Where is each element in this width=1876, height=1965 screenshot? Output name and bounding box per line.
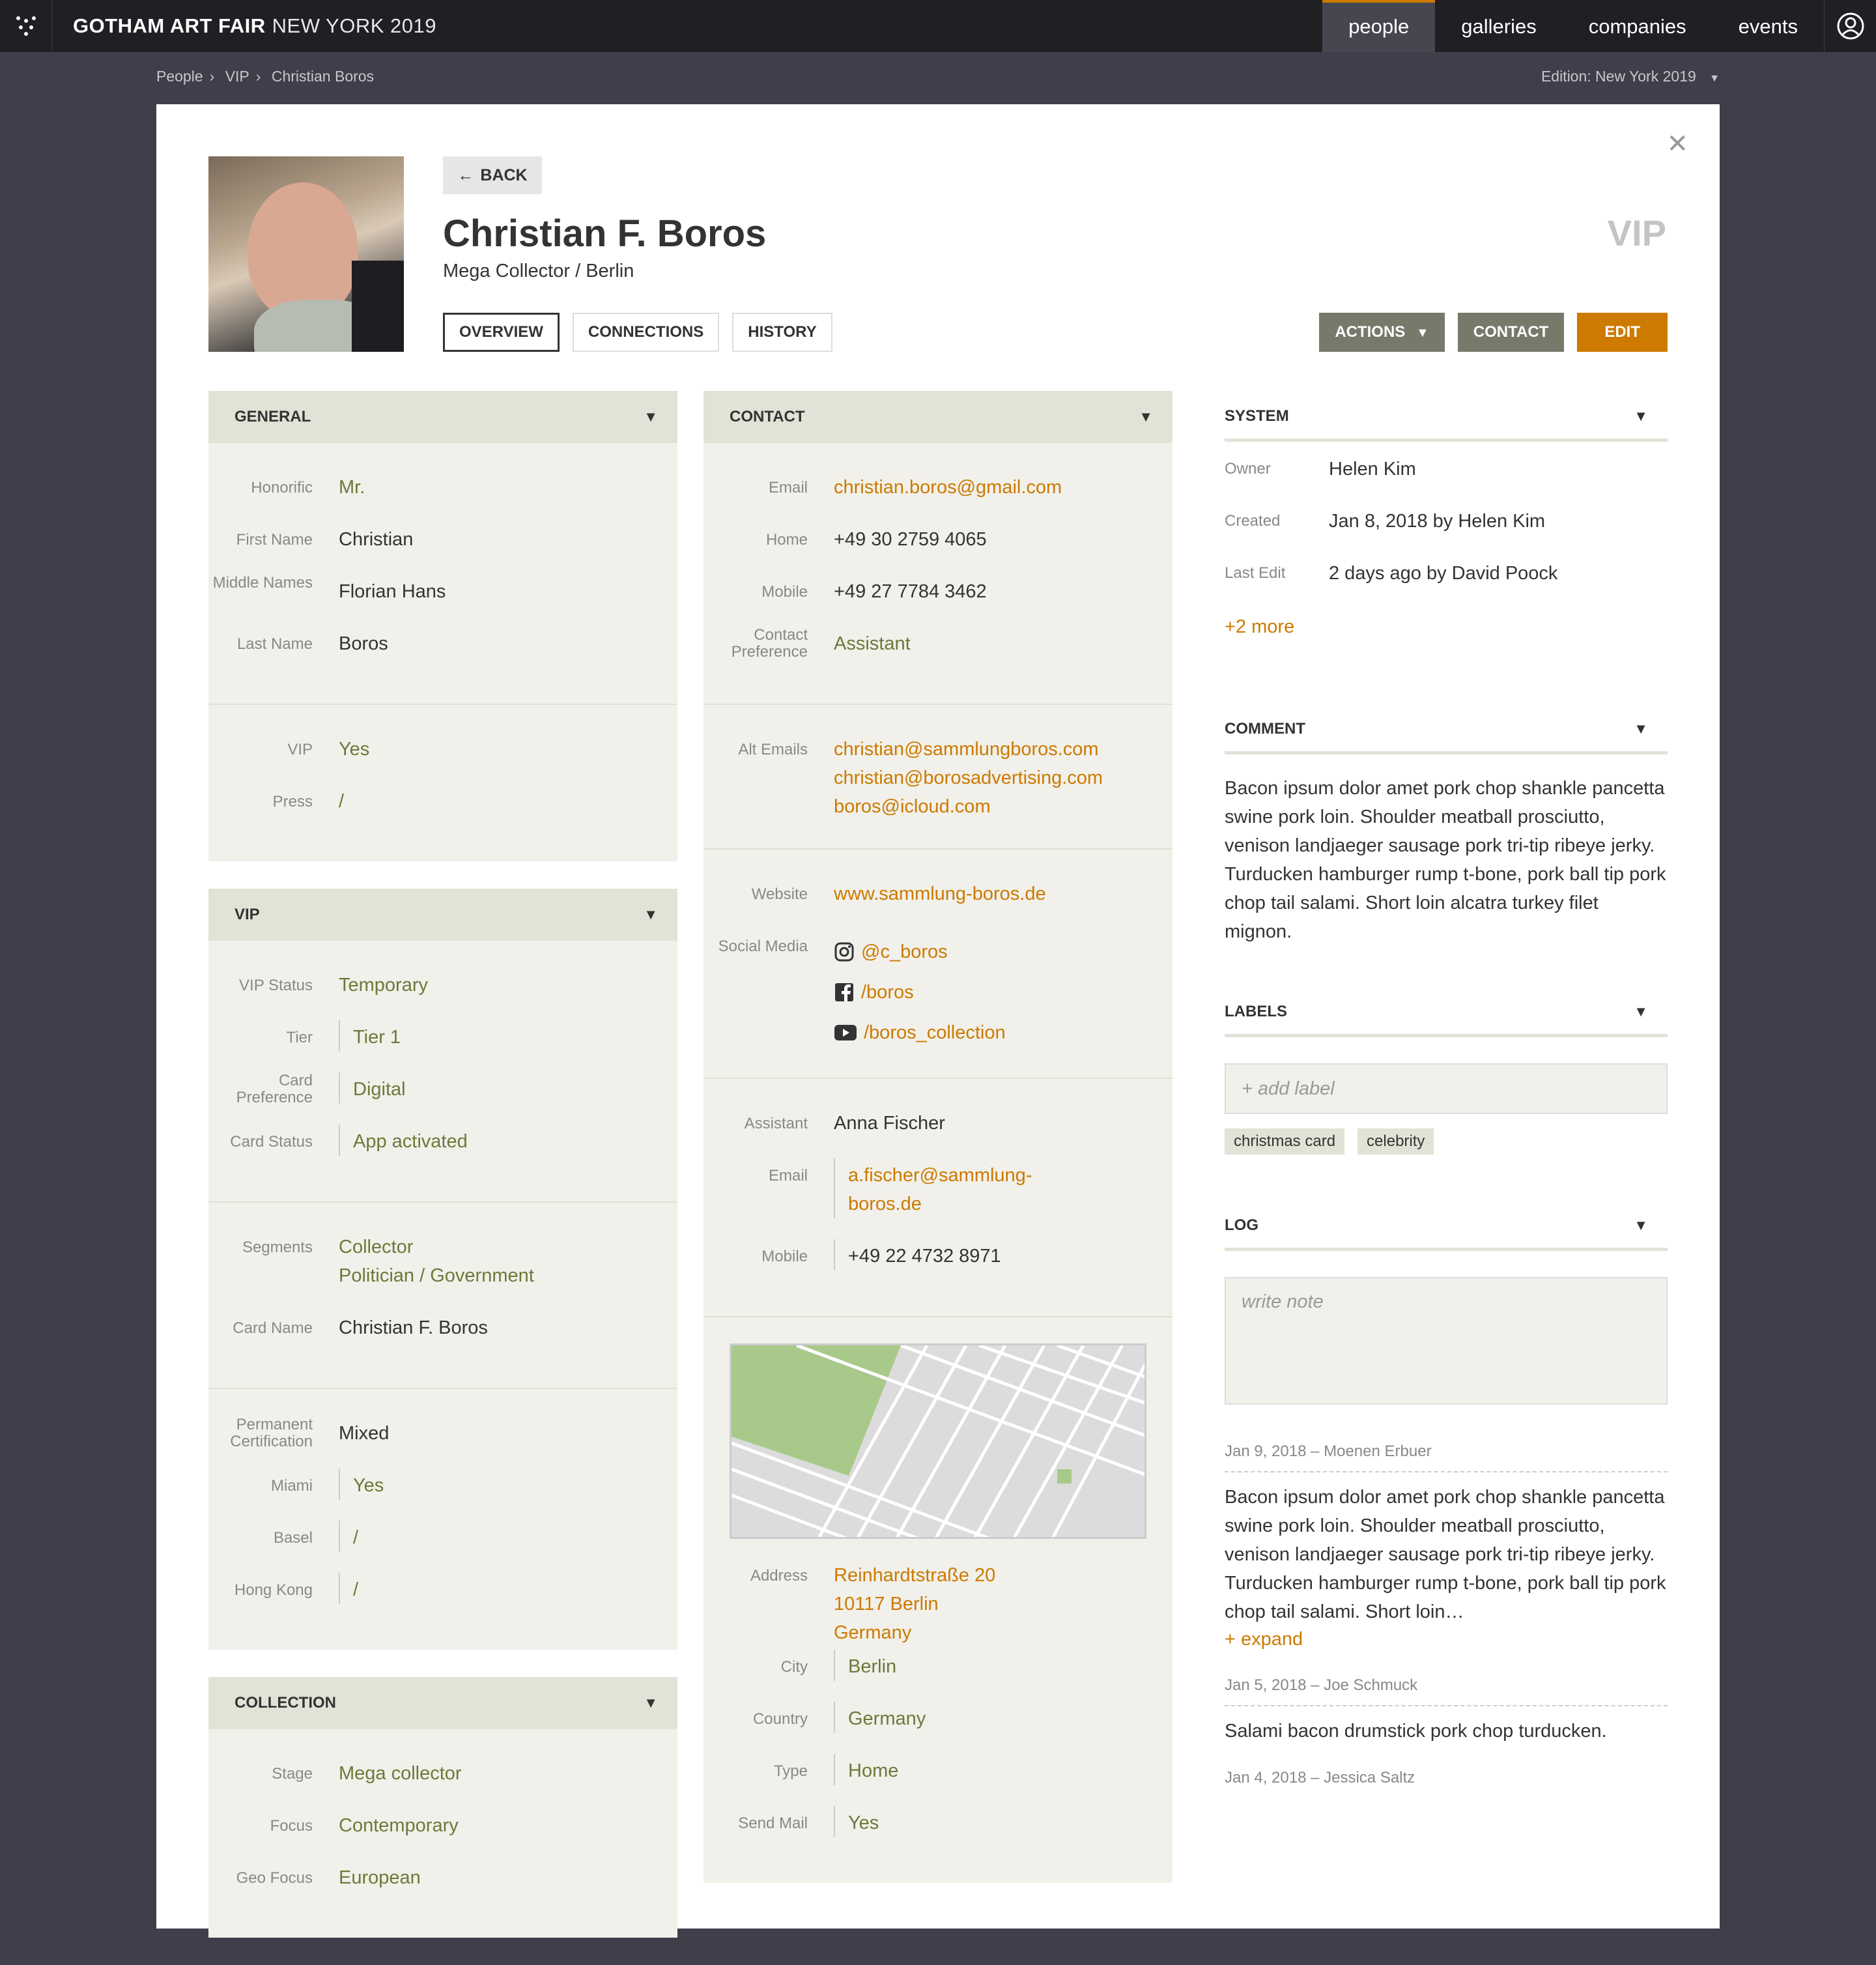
general-header[interactable]	[208, 391, 677, 443]
actions-label: ACTIONS	[1335, 323, 1406, 341]
brand-edition: NEW YORK 2019	[272, 14, 436, 37]
card-status-value: App activated	[339, 1125, 468, 1156]
address-type-value: Home	[834, 1754, 898, 1785]
focus-value: Contemporary	[339, 1815, 459, 1836]
field-label: Address	[750, 1567, 808, 1585]
assistant-email-link[interactable]: boros.de	[848, 1194, 922, 1214]
tab-bar	[443, 313, 832, 352]
contact-panel	[704, 391, 1172, 1883]
breadcrumb-current: Christian Boros	[271, 68, 375, 85]
field-label: Last Edit	[1225, 564, 1286, 582]
nav-events[interactable]: events	[1738, 15, 1798, 38]
log-entry-meta: Jan 5, 2018 – Joe Schmuck	[1225, 1676, 1668, 1706]
edit-button[interactable]: EDIT	[1577, 313, 1668, 352]
youtube-link[interactable]: /boros_collection	[864, 1022, 1006, 1043]
email-link[interactable]: christian.boros@gmail.com	[834, 477, 1062, 498]
field-label: Contact Preference	[731, 626, 808, 661]
facebook-icon	[834, 982, 855, 1003]
field-label: Website	[751, 885, 808, 903]
caret-down-icon: ▼	[1634, 1003, 1648, 1020]
caret-down-icon: ▼	[1415, 326, 1429, 340]
alt-email-link[interactable]: christian@sammlungboros.com	[834, 739, 1099, 760]
tier-value: Tier 1	[339, 1020, 401, 1052]
segment-item: Politician / Government	[339, 1265, 534, 1286]
field-label: Last Name	[236, 635, 313, 653]
mobile-phone-value: +49 27 7784 3462	[834, 581, 987, 602]
person-photo	[208, 156, 404, 352]
basel-value: /	[339, 1521, 358, 1552]
field-label: Honorific	[251, 479, 313, 496]
log-entry-text: Bacon ipsum dolor amet pork chop shankle pancetta swine pork loin. Shoulder meatball prosciutto, venison landjaeger sausage pork tri-tip ribeye jerky. Turducken hamburger rump t-bone, pork ball tip pork chop tail salami. Short loin…	[1225, 1487, 1666, 1622]
vip-header[interactable]	[208, 889, 677, 941]
log-header[interactable]	[1225, 1200, 1668, 1251]
back-button[interactable]	[443, 156, 542, 194]
left-column	[208, 391, 677, 1965]
top-bar	[0, 0, 1876, 52]
breadcrumb-vip[interactable]: VIP	[225, 68, 249, 85]
address-line[interactable]: Reinhardtstraße 20	[834, 1565, 996, 1586]
field-label: Permanent Certification	[230, 1416, 313, 1450]
nav-galleries[interactable]: galleries	[1461, 15, 1537, 38]
field-label: Geo Focus	[236, 1869, 313, 1887]
home-phone-value: +49 30 2759 4065	[834, 529, 987, 550]
alt-email-link[interactable]: christian@borosadvertising.com	[834, 767, 1103, 788]
comment-title: COMMENT	[1225, 720, 1305, 738]
right-column	[1225, 407, 1668, 1798]
vip-title: VIP	[234, 906, 260, 923]
field-label: Card Name	[233, 1319, 313, 1337]
address-map[interactable]	[730, 1343, 1146, 1539]
vip-status-value: Temporary	[339, 975, 428, 996]
field-label: VIP	[287, 741, 313, 758]
labels-header[interactable]	[1225, 986, 1668, 1037]
field-label: VIP Status	[239, 977, 313, 994]
hong-kong-value: /	[339, 1573, 358, 1604]
field-label: Home	[765, 531, 808, 549]
field-label: Middle Names	[212, 574, 313, 592]
log-title: LOG	[1225, 1216, 1258, 1234]
tab-history[interactable]: HISTORY	[732, 313, 832, 352]
contact-header[interactable]	[704, 391, 1172, 443]
nav-people[interactable]: people	[1322, 0, 1435, 52]
back-label: BACK	[480, 165, 528, 184]
actions-button[interactable]	[1319, 313, 1444, 352]
field-label: Created	[1225, 512, 1281, 530]
vip-badge: VIP	[1607, 212, 1666, 253]
collection-header[interactable]	[208, 1677, 677, 1729]
field-label: Alt Emails	[738, 741, 808, 758]
edition-select[interactable]	[1541, 68, 1720, 85]
first-name-value: Christian	[339, 529, 414, 550]
website-link[interactable]: www.sammlung-boros.de	[834, 883, 1046, 904]
owner-value: Helen Kim	[1329, 458, 1416, 480]
vip-panel	[208, 889, 677, 1650]
field-label: Social Media	[718, 938, 808, 955]
caret-down-icon: ▼	[644, 409, 658, 425]
write-note-input[interactable]: write note	[1225, 1277, 1668, 1405]
field-label: Country	[752, 1710, 808, 1728]
middle-column	[704, 391, 1172, 1910]
person-card	[156, 104, 1720, 1929]
user-account-icon[interactable]	[1824, 0, 1876, 52]
caret-down-icon: ▼	[644, 1695, 658, 1711]
contact-preference-value: Assistant	[834, 633, 911, 654]
assistant-email-link[interactable]: a.fischer@sammlung-	[848, 1165, 1032, 1186]
field-label: Owner	[1225, 460, 1271, 478]
edition-label: Edition: New York 2019	[1541, 68, 1696, 85]
general-panel	[208, 391, 677, 861]
assistant-mobile-value: +49 22 4732 8971	[834, 1239, 1001, 1270]
system-title: SYSTEM	[1225, 407, 1289, 425]
comment-header[interactable]	[1225, 704, 1668, 754]
field-label: Mobile	[761, 1248, 808, 1265]
instagram-icon	[834, 941, 855, 962]
person-subtitle: Mega Collector / Berlin	[443, 261, 634, 281]
field-label: Press	[272, 793, 313, 810]
segment-item: Collector	[339, 1237, 414, 1257]
city-value: Berlin	[834, 1650, 896, 1681]
brand[interactable]	[73, 14, 436, 38]
field-label: Segments	[242, 1239, 313, 1256]
collection-panel	[208, 1677, 677, 1938]
caret-down-icon: ▼	[1634, 721, 1648, 737]
comment-text: Bacon ipsum dolor amet pork chop shankle pancetta swine pork loin. Shoulder meatball prosciutto, venison landjaeger sausage pork tri-tip ribeye jerky. Turducken hamburger rump t-bone, pork ball tip pork chop tail salami. Short loin alcatra turkey filet mignon.	[1225, 778, 1666, 942]
youtube-icon	[834, 1024, 857, 1042]
action-bar	[1319, 313, 1668, 352]
system-header[interactable]	[1225, 391, 1668, 442]
vip-value: Yes	[339, 739, 370, 760]
labels-title: LABELS	[1225, 1003, 1287, 1020]
press-value: /	[339, 791, 345, 812]
middle-names-value: Florian Hans	[339, 581, 446, 602]
caret-down-icon: ▼	[1139, 409, 1153, 425]
address-line[interactable]: Germany	[834, 1622, 912, 1643]
send-mail-value: Yes	[834, 1806, 879, 1837]
field-label: Focus	[270, 1817, 313, 1835]
field-label: Hong Kong	[234, 1581, 313, 1599]
field-label: Card Preference	[236, 1072, 313, 1106]
add-label-input[interactable]: + add label	[1225, 1063, 1668, 1114]
country-value: Germany	[834, 1702, 926, 1733]
brand-name: GOTHAM ART FAIR	[73, 14, 266, 37]
show-more-link[interactable]: +2 more	[1225, 616, 1295, 637]
log-entry-meta: Jan 4, 2018 – Jessica Saltz	[1225, 1769, 1415, 1786]
general-title: GENERAL	[234, 408, 311, 425]
collection-title: COLLECTION	[234, 1694, 336, 1712]
caret-down-icon: ▼	[1634, 408, 1648, 424]
miami-value: Yes	[339, 1469, 384, 1500]
honorific-value: Mr.	[339, 477, 365, 498]
created-value: Jan 8, 2018 by Helen Kim	[1329, 510, 1546, 532]
field-label: Stage	[272, 1765, 313, 1783]
facebook-link[interactable]: /boros	[861, 982, 914, 1003]
field-label: Mobile	[761, 583, 808, 601]
geo-focus-value: European	[339, 1867, 421, 1888]
field-label: First Name	[236, 531, 313, 549]
field-label: Tier	[286, 1029, 313, 1046]
breadcrumb: People › VIP › Christian Boros	[156, 68, 375, 85]
tab-overview[interactable]: OVERVIEW	[443, 313, 560, 352]
field-label: Email	[768, 1167, 808, 1184]
last-name-value: Boros	[339, 633, 388, 654]
app-grid-icon[interactable]	[0, 0, 52, 52]
address-line[interactable]: 10117 Berlin	[834, 1594, 939, 1614]
main-nav	[1322, 0, 1824, 52]
caret-down-icon: ▼	[1709, 73, 1720, 84]
caret-down-icon: ▼	[1634, 1217, 1648, 1233]
field-label: Assistant	[744, 1115, 808, 1132]
permanent-cert-value: Mixed	[339, 1423, 390, 1444]
nav-companies[interactable]: companies	[1588, 15, 1686, 38]
log-entry-meta: Jan 9, 2018 – Moenen Erbuer	[1225, 1442, 1668, 1472]
field-label: Basel	[273, 1529, 313, 1547]
card-name-value: Christian F. Boros	[339, 1317, 488, 1338]
instagram-link[interactable]: @c_boros	[861, 941, 948, 962]
label-chip[interactable]: christmas card	[1225, 1128, 1344, 1155]
alt-email-link[interactable]: boros@icloud.com	[834, 796, 991, 817]
caret-down-icon: ▼	[644, 906, 658, 923]
assistant-name-value: Anna Fischer	[834, 1113, 945, 1134]
tab-connections[interactable]: CONNECTIONS	[573, 313, 719, 352]
log-entry-text: Salami bacon drumstick pork chop turducken.	[1225, 1721, 1607, 1742]
label-chip[interactable]: celebrity	[1357, 1128, 1434, 1155]
expand-link[interactable]: + expand	[1225, 1629, 1303, 1650]
field-label: Email	[768, 479, 808, 496]
arrow-left-icon: ←	[457, 165, 474, 184]
contact-button[interactable]: CONTACT	[1458, 313, 1565, 352]
field-label: Miami	[271, 1477, 313, 1495]
card-preference-value: Digital	[339, 1072, 406, 1104]
contact-title: CONTACT	[730, 408, 805, 425]
last-edit-value: 2 days ago by David Poock	[1329, 562, 1558, 584]
field-label: City	[780, 1658, 808, 1676]
breadcrumb-people[interactable]: People	[156, 68, 203, 85]
person-name: Christian F. Boros	[443, 212, 767, 255]
field-label: Type	[773, 1762, 808, 1780]
close-icon[interactable]: ✕	[1666, 130, 1688, 158]
field-label: Card Status	[230, 1133, 313, 1151]
field-label: Send Mail	[738, 1814, 808, 1832]
stage-value: Mega collector	[339, 1763, 462, 1784]
